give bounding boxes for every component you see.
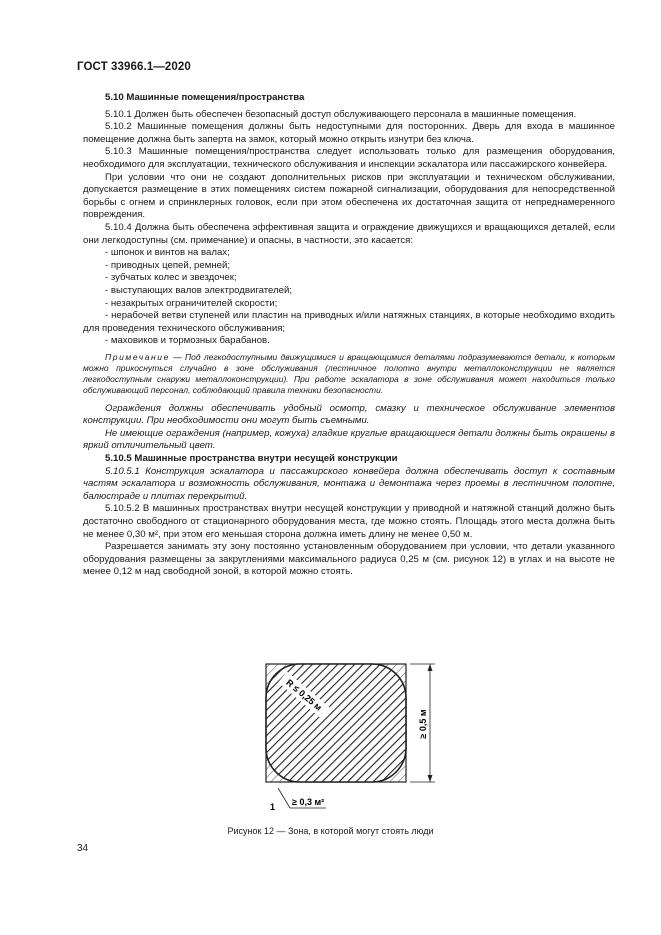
subsection-heading: 5.10.5 Машинные пространства внутри несущей конструкции: [105, 453, 398, 465]
radius-label: R ≤ 0,25 м: [284, 677, 324, 713]
list-item: - выступающих валов электродвигателей;: [105, 284, 293, 296]
paragraph: Разрешается занимать эту зону постоянно установленным оборудованием при условии, что детали указанного оборудования размещены за закруглениями максимального радиуса 0,25 м (см. рисунок 12) в углах и на высоте не менее 0,12 м над свободной зоной, в которой можно стоять.: [83, 541, 615, 578]
document-header: ГОСТ 33966.1—2020: [77, 61, 191, 73]
paragraph: При условии что они не создают дополнительных рисков при эксплуатации и техническом обслуживании, допускается размещение в этих помещениях систем пожарной сигнализации, оборудования для непосредственной борьбы с огнем и спринклерных головок, если при этом обеспечена их достаточная защита от непреднамеренного повреждения.: [83, 171, 615, 221]
leader-line: [278, 788, 290, 808]
area-label: ≥ 0,3 м²: [292, 797, 325, 807]
figure-caption: Рисунок 12 — Зона, в которой могут стоять люди: [227, 826, 434, 836]
arrow-up: [428, 664, 433, 671]
section-heading: 5.10 Машинные помещения/пространства: [105, 92, 305, 103]
figure-12-standing-zone: [250, 658, 450, 828]
note: [83, 352, 615, 397]
page-number: 34: [77, 843, 89, 854]
list-item: - зубчатых колес и звездочек;: [105, 272, 237, 284]
paragraph: 5.10.2 Машинные помещения должны быть недоступными для посторонних. Дверь для входа в машинное помещение должна быть заперта на замок, который можно открыть изнутри без ключа.: [83, 121, 615, 145]
note-label: Примечание: [105, 351, 170, 362]
document-body: [83, 92, 615, 579]
list-item: - нерабочей ветви ступеней или пластин на приводных и/или натяжных станциях, в которые необходимо входить для проведения технического обслуживания;: [83, 310, 615, 334]
note-text: — Под легкодоступными движущимися и вращающимися деталями подразумеваются детали, к которым можно прикоснуться случайно в зоне обслуживания (лестничное полотно внутри металлоконструкции не является легкодоступным снаружи металлоконструкции). При работе эскалатора в зоне обслуживания может находиться только обслуживающий персонал, соблюдающий правила техники безопасности.: [83, 351, 615, 396]
list-item: - приводных цепей, ремней;: [105, 259, 230, 271]
paragraph: 5.10.5.1 Конструкция эскалатора и пассажирского конвейера должна обеспечивать доступ к составным частям эскалатора и возможность обслуживания, монтажа и демонтажа через проемы в лестничном полотне, балюстраде и плитах перекрытий.: [83, 465, 615, 502]
marker-label: 1: [270, 802, 276, 812]
paragraph: Ограждения должны обеспечивать удобный осмотр, смазку и техническое обслуживание элементов конструкции. При необходимости они могут быть съемными.: [83, 402, 615, 427]
list-item: - маховиков и тормозных барабанов.: [105, 335, 270, 347]
list-item: - незакрытых ограничителей скорости;: [105, 297, 278, 309]
paragraph: Не имеющие ограждения (например, кожуха) гладкие круглые вращающиеся детали должны быть окрашены в яркий отличительный цвет.: [83, 427, 615, 452]
side-label: ≥ 0,5 м: [418, 709, 428, 739]
paragraph: 5.10.5.2 В машинных пространствах внутри несущей конструкции у приводной и натяжной станций должно быть достаточно свободного от стационарного оборудования места, где можно стоять. Площадь этого места должна быть не менее 0,30 м², при этом его меньшая сторона должна иметь длину не менее 0,50 м.: [83, 503, 615, 540]
paragraph: 5.10.3 Машинные помещения/пространства следует использовать только для размещения оборудования, необходимого для эксплуатации, технического обслуживания и инспекции эскалатора или пассажирского конвейера.: [83, 146, 615, 170]
list-item: - шпонок и винтов на валах;: [105, 247, 230, 259]
arrow-down: [428, 775, 433, 782]
paragraph: 5.10.1 Должен быть обеспечен безопасный доступ обслуживающего персонала в машинные помещения.: [105, 108, 577, 120]
paragraph: 5.10.4 Должна быть обеспечена эффективная защита и ограждение движущихся и вращающихся деталей, если они легкодоступны (см. примечание) и опасны, в частности, это касается:: [83, 221, 615, 246]
